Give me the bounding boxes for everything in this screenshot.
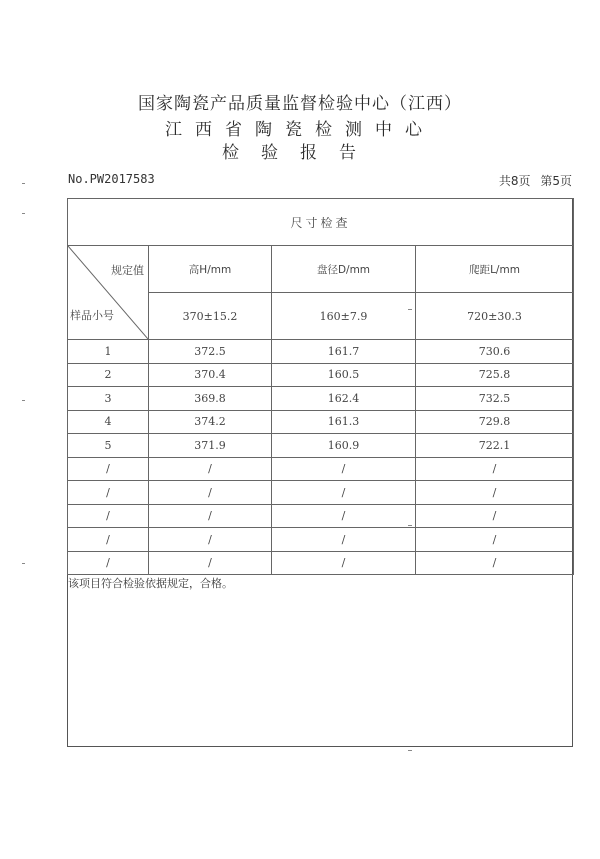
spec-value-creepage: 720±30.3 bbox=[416, 293, 574, 340]
diameter-value-cell: 160.9 bbox=[272, 434, 416, 458]
sample-number-cell: / bbox=[68, 481, 149, 505]
creepage-value-cell: / bbox=[416, 528, 574, 552]
diameter-value-cell: / bbox=[272, 481, 416, 505]
table-title: 尺寸检查 bbox=[68, 199, 574, 246]
margin-mark bbox=[408, 525, 412, 526]
margin-mark bbox=[22, 563, 25, 564]
height-value-cell: / bbox=[149, 504, 272, 528]
report-type-heading: 检验报告 bbox=[222, 143, 378, 163]
spec-value-diameter: 160±7.9 bbox=[272, 293, 416, 340]
creepage-value-cell: 729.8 bbox=[416, 410, 574, 434]
table-row bbox=[68, 481, 574, 505]
sample-number-cell: 2 bbox=[68, 363, 149, 387]
page-info bbox=[499, 172, 572, 189]
diameter-value-cell: 161.3 bbox=[272, 410, 416, 434]
sample-number-cell: 3 bbox=[68, 387, 149, 411]
sample-number-cell: 1 bbox=[68, 340, 149, 364]
table-row bbox=[68, 551, 574, 575]
table-row bbox=[68, 410, 574, 434]
diameter-value-cell: / bbox=[272, 528, 416, 552]
height-value-cell: / bbox=[149, 551, 272, 575]
sample-number-cell: / bbox=[68, 504, 149, 528]
total-pages: 共8页 bbox=[498, 174, 531, 188]
diameter-value-cell: 162.4 bbox=[272, 387, 416, 411]
margin-mark bbox=[408, 309, 412, 310]
creepage-value-cell: 730.6 bbox=[416, 340, 574, 364]
sample-label: 样品小号 bbox=[70, 309, 114, 322]
diameter-value-cell: / bbox=[272, 504, 416, 528]
height-value-cell: / bbox=[149, 481, 272, 505]
sample-number-cell: / bbox=[68, 457, 149, 481]
conclusion-text: 该项目符合检验依据规定，合格。 bbox=[68, 577, 233, 590]
report-number: No.PW2017583 bbox=[68, 172, 155, 186]
column-header-diameter: 盘径D/mm bbox=[272, 246, 416, 293]
table-row bbox=[68, 340, 574, 364]
table-row bbox=[68, 528, 574, 552]
height-value-cell: 371.9 bbox=[149, 434, 272, 458]
corner-cell bbox=[68, 246, 149, 340]
spec-label: 规定值 bbox=[111, 264, 144, 277]
height-value-cell: 370.4 bbox=[149, 363, 272, 387]
creepage-value-cell: 722.1 bbox=[416, 434, 574, 458]
provincial-center-heading: 江西省陶瓷检测中心 bbox=[165, 120, 435, 140]
current-page: 第5页 bbox=[540, 174, 572, 188]
table-row bbox=[68, 434, 574, 458]
creepage-value-cell: 732.5 bbox=[416, 387, 574, 411]
sample-number-cell: / bbox=[68, 551, 149, 575]
sample-number-cell: / bbox=[68, 528, 149, 552]
margin-mark bbox=[22, 183, 25, 184]
center-name-heading: 国家陶瓷产品质量监督检验中心（江西） bbox=[138, 94, 462, 114]
sample-number-cell: 4 bbox=[68, 410, 149, 434]
diameter-value-cell: / bbox=[272, 551, 416, 575]
height-value-cell: 374.2 bbox=[149, 410, 272, 434]
dimension-check-table bbox=[67, 198, 574, 575]
margin-mark bbox=[22, 213, 25, 214]
height-value-cell: 369.8 bbox=[149, 387, 272, 411]
height-value-cell: / bbox=[149, 528, 272, 552]
table-row bbox=[68, 363, 574, 387]
margin-mark bbox=[408, 750, 412, 751]
sample-number-cell: 5 bbox=[68, 434, 149, 458]
diameter-value-cell: / bbox=[272, 457, 416, 481]
diameter-value-cell: 161.7 bbox=[272, 340, 416, 364]
spec-value-height: 370±15.2 bbox=[149, 293, 272, 340]
creepage-value-cell: / bbox=[416, 551, 574, 575]
margin-mark bbox=[22, 400, 25, 401]
diameter-value-cell: 160.5 bbox=[272, 363, 416, 387]
diagonal-line bbox=[68, 246, 148, 339]
creepage-value-cell: / bbox=[416, 504, 574, 528]
column-header-height: 高H/mm bbox=[149, 246, 272, 293]
height-value-cell: 372.5 bbox=[149, 340, 272, 364]
creepage-value-cell: / bbox=[416, 457, 574, 481]
column-header-creepage: 爬距L/mm bbox=[416, 246, 574, 293]
table-row bbox=[68, 457, 574, 481]
table-row bbox=[68, 504, 574, 528]
creepage-value-cell: / bbox=[416, 481, 574, 505]
table-row bbox=[68, 387, 574, 411]
creepage-value-cell: 725.8 bbox=[416, 363, 574, 387]
height-value-cell: / bbox=[149, 457, 272, 481]
